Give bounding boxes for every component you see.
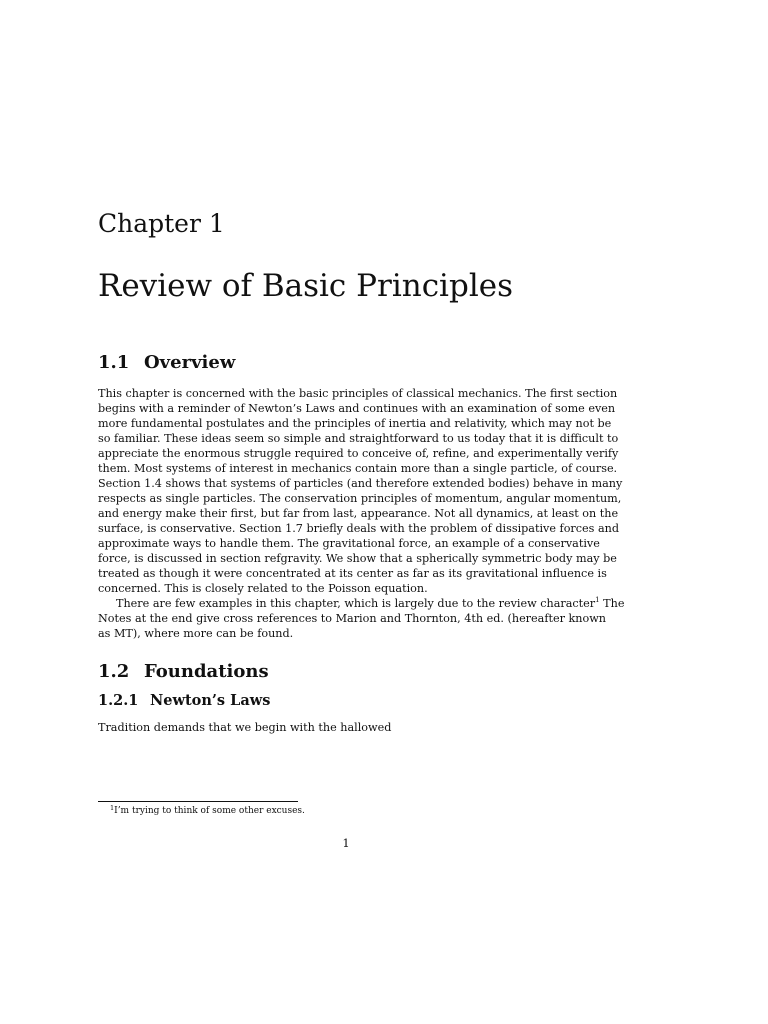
paragraph-line: treated as though it were concentrated at its center as far as its gravitational influence is [98, 567, 607, 580]
paragraph-line: Tradition demands that we begin with the hallowed [98, 721, 392, 734]
overview-paragraphs [98, 386, 625, 641]
paragraph-line: This chapter is concerned with the basic principles of classical mechanics. The first section [98, 387, 618, 400]
footnote-mark: 1 [110, 804, 115, 812]
newtons-laws-paragraph [98, 720, 596, 735]
paragraph-line: Section 1.4 shows that systems of particles (and therefore extended bodies) behave in many [98, 477, 623, 490]
paragraph-line: surface, is conservative. Section 1.7 briefly deals with the problem of dissipative forces and [98, 522, 619, 535]
paragraph-line: and energy make their first, but far from last, appearance. Not all dynamics, at least on the [98, 507, 619, 520]
page-number: 1 [342, 836, 350, 850]
paragraph-line: approximate ways to handle them. The gravitational force, an example of a conservative [98, 537, 600, 550]
paragraph-line: concerned. This is closely related to the Poisson equation. [98, 582, 428, 595]
footnote-text: I’m trying to think of some other excuses. [114, 806, 305, 816]
subsection-title: Newton’s Laws [150, 692, 271, 709]
section-number: 1.2 [98, 661, 130, 682]
paragraph-line: them. Most systems of interest in mechanics contain more than a single particle, of course. [98, 462, 618, 475]
paragraph-line: respects as single particles. The conservation principles of momentum, angular momentum, [98, 492, 622, 505]
paragraph-line: as MT), where more can be found. [98, 627, 294, 640]
footnote-rule [98, 801, 298, 802]
paragraph-text: There are few examples in this chapter, which is largely due to the review character [116, 597, 596, 610]
paragraph-line: force, is discussed in section refgravity. We show that a spherically symmetric body may be [98, 552, 617, 565]
paragraph-text: The [599, 597, 625, 610]
section-title: Foundations [144, 661, 269, 682]
section-number: 1.1 [98, 352, 130, 373]
paragraph-line: so familiar. These ideas seem so simple and straightforward to us today that it is difficult to [98, 432, 619, 445]
paragraph-line: Notes at the end give cross references to Marion and Thornton, 4th ed. (hereafter known [98, 612, 606, 625]
subsection-heading-newtons-laws [98, 691, 270, 711]
chapter-label: Chapter 1 [98, 209, 225, 238]
section-heading-overview [98, 351, 235, 375]
footnote [110, 805, 305, 818]
chapter-title: Review of Basic Principles [98, 268, 513, 304]
section-heading-foundations [98, 660, 269, 684]
footnote-reference[interactable]: 1 [595, 596, 600, 604]
section-title: Overview [144, 352, 236, 373]
paragraph-line: begins with a reminder of Newton’s Laws and continues with an examination of some even [98, 402, 616, 415]
paragraph-line: appreciate the enormous struggle required to conceive of, refine, and experimentally verify [98, 447, 619, 460]
paragraph-line: more fundamental postulates and the principles of inertia and relativity, which may not be [98, 417, 612, 430]
paragraph-line-with-footnote [98, 596, 625, 611]
subsection-number: 1.2.1 [98, 692, 139, 709]
